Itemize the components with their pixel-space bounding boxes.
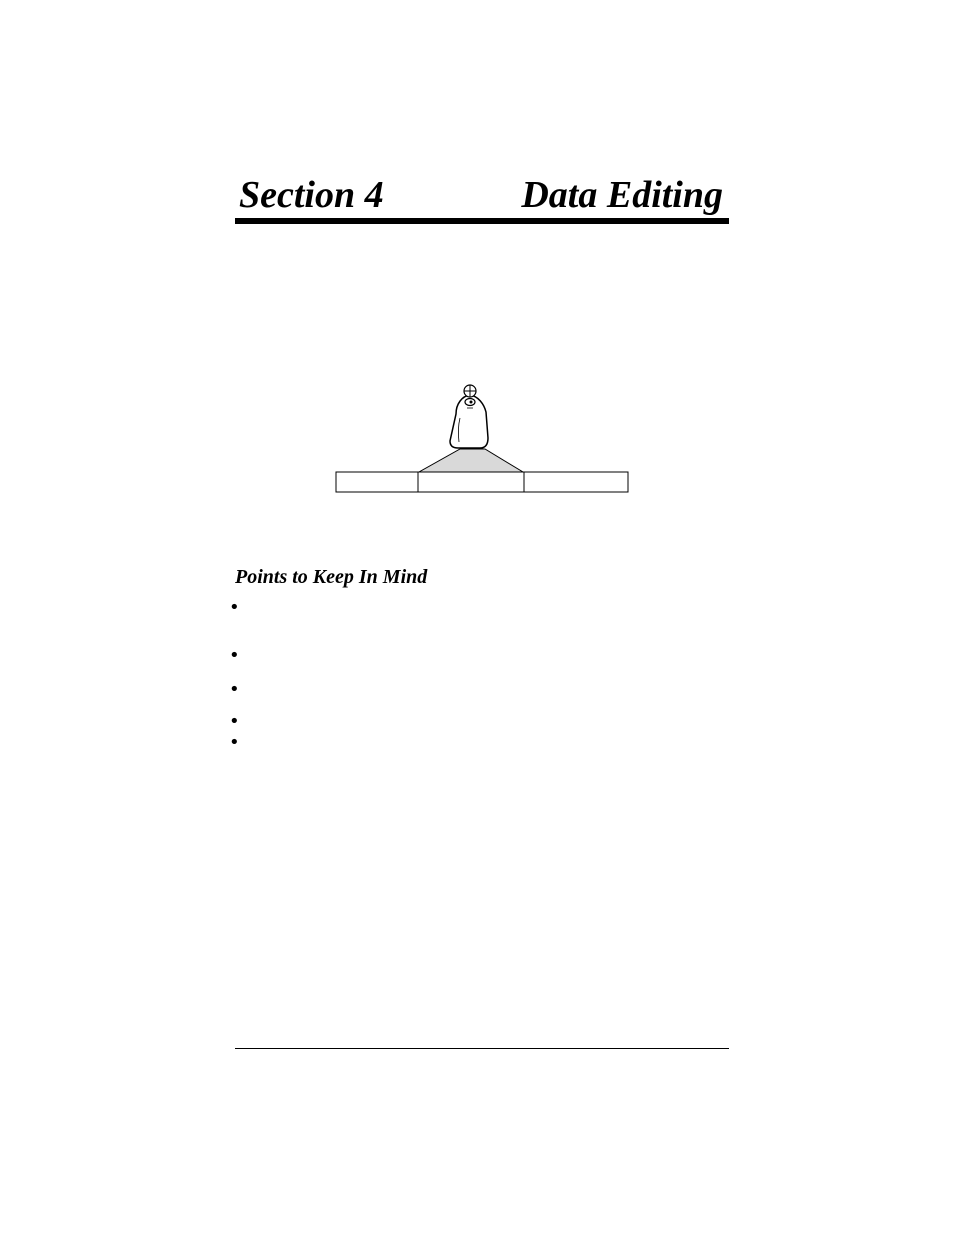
field-segment-left xyxy=(336,472,418,492)
field-segment-right xyxy=(524,472,628,492)
scan-beam xyxy=(419,449,523,472)
points-heading: Points to Keep In Mind xyxy=(235,566,428,588)
header-rule xyxy=(235,218,729,224)
bullet-4: • xyxy=(229,711,240,732)
section-title: Data Editing xyxy=(521,174,723,216)
footer-rule xyxy=(235,1048,729,1049)
scanner-figure xyxy=(330,378,634,500)
section-label: Section 4 xyxy=(239,174,384,216)
bullet-2: • xyxy=(229,645,240,666)
bullet-1: • xyxy=(229,597,240,618)
field-segment-middle xyxy=(418,472,524,492)
bullet-3: • xyxy=(229,679,240,700)
barcode-scanner-icon xyxy=(450,385,488,448)
bullet-5: • xyxy=(229,732,240,753)
section-header xyxy=(235,170,729,226)
